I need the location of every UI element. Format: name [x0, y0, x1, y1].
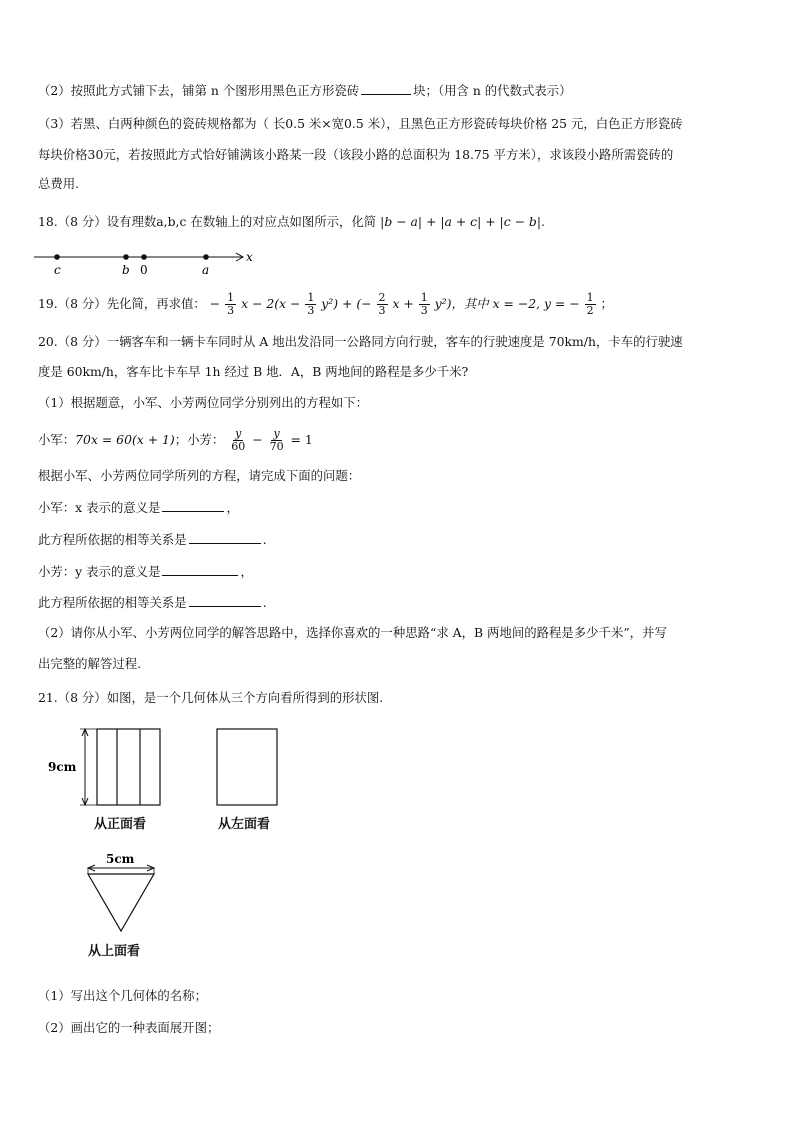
xf-rel-text: 此方程所依据的相等关系是	[38, 595, 187, 610]
xj-x-end: ，	[226, 500, 239, 515]
xf-rel-end: .	[262, 595, 267, 610]
xj-x-text: 小军：x 表示的意义是	[38, 500, 161, 515]
left-view-label: 从左面看	[218, 817, 271, 832]
q17-part3-line2: 每块价格30元，若按照此方式恰好铺满该小路某一段（该段小路的总面积为 18.75 平方米），求该段小路所需瓷砖的	[38, 147, 674, 162]
q20-line2: 度是 60km/h，客车比卡车早 1h 经过 B 地．A，B 两地间的路程是多少千米?	[38, 364, 469, 379]
q21-text: 21.（8 分）如图，是一个几何体从三个方向看所得到的形状图.	[38, 690, 384, 705]
answer-blank[interactable]	[189, 529, 261, 544]
fraction-den: 3	[227, 304, 235, 317]
q18-prompt: 18.（8 分）设有理数a,b,c 在数轴上的对应点如图所示，化简	[38, 214, 377, 229]
fraction-num: y	[235, 427, 242, 440]
q19-expr-part: −	[209, 296, 221, 311]
q20-xj-x	[38, 497, 764, 518]
fraction-num: 1	[586, 291, 594, 304]
label-a: a	[202, 263, 210, 277]
label-b: b	[122, 263, 130, 277]
three-view-figure	[40, 718, 300, 968]
q19-expr-part: y²)，其中 x = −2, y = −	[434, 296, 580, 311]
fraction-num: 1	[420, 291, 428, 304]
number-line	[30, 244, 270, 278]
top-view-triangle	[88, 874, 154, 931]
q20-xf-rel	[38, 592, 764, 613]
q18-expression: |b − a| + |a + c| + |c − b|.	[380, 214, 545, 229]
q17-part3-line1: （3）若黑、白两种颜色的瓷砖规格都为（ 长0.5 米×宽0.5 米），且黑色正方形瓷砖每块价格 25 元，白色正方形瓷砖	[38, 116, 683, 131]
q20-xj-rel	[38, 529, 764, 550]
answer-blank[interactable]	[162, 561, 238, 576]
fraction-den: 70	[269, 440, 284, 453]
q20-xf-y	[38, 561, 764, 582]
fraction-den: 2	[586, 304, 594, 317]
q17-part2-text-a: （2）按照此方式铺下去，铺第 n 个图形用黑色正方形瓷砖	[38, 83, 360, 98]
fraction	[419, 292, 430, 317]
point-a	[203, 254, 209, 260]
label-x: x	[246, 250, 253, 264]
answer-blank[interactable]	[361, 80, 411, 95]
q19-expr-part: x − 2(x −	[241, 296, 301, 311]
q19-expr-part: ；	[600, 296, 613, 311]
q20-part1: （1）根据题意，小军、小芳两位同学分别列出的方程如下：	[38, 395, 369, 410]
front-view-label: 从正面看	[94, 817, 147, 832]
q17-part2	[38, 80, 764, 101]
q19-prompt: 19.（8 分）先化简，再求值：	[38, 296, 206, 311]
q19-expr-part: y²) + (−	[321, 296, 372, 311]
fraction	[377, 292, 388, 317]
point-b	[123, 254, 129, 260]
fraction	[268, 428, 286, 453]
xiaofang-equation-tail: = 1	[290, 432, 313, 447]
answer-blank[interactable]	[189, 592, 261, 607]
fraction-den: 3	[307, 304, 315, 317]
fraction-den: 3	[420, 304, 428, 317]
fraction-num: 1	[307, 291, 315, 304]
fraction	[229, 428, 247, 453]
q17-part2-text-b: 块；（用含 n 的代数式表示）	[413, 83, 572, 98]
width-label: 5cm	[106, 852, 135, 866]
fraction-num: 1	[227, 291, 235, 304]
xiaojun-equation: 70x = 60(x + 1)	[75, 432, 175, 447]
q20-part2-line2: 出完整的解答过程.	[38, 656, 142, 671]
answer-blank[interactable]	[162, 497, 224, 512]
label-c: c	[54, 263, 61, 277]
q21-part1: （1）写出这个几何体的名称；	[38, 988, 207, 1003]
minus-sign: −	[252, 432, 263, 447]
q20-line1: 20.（8 分）一辆客车和一辆卡车同时从 A 地出发沿同一公路同方向行驶，客车的行驶速度是 70km/h，卡车的行驶速	[38, 334, 683, 349]
label-zero: 0	[140, 263, 148, 277]
q19-expr-part: x +	[392, 296, 414, 311]
xj-rel-text: 此方程所依据的相等关系是	[38, 532, 187, 547]
fraction-den: 3	[378, 304, 386, 317]
q20-intro: 根据小军、小芳两位同学所列的方程，请完成下面的问题：	[38, 468, 361, 483]
front-view-rect	[97, 729, 160, 805]
xiaofang-label: ；小芳：	[174, 432, 225, 447]
q18-text	[38, 212, 764, 232]
fraction-num: y	[273, 427, 280, 440]
top-view-label: 从上面看	[88, 944, 141, 959]
xj-rel-end: .	[262, 532, 267, 547]
xf-y-end: ，	[240, 564, 253, 579]
fraction	[305, 292, 316, 317]
fraction	[585, 292, 596, 317]
height-label: 9cm	[48, 760, 77, 774]
xiaojun-label: 小军：	[38, 432, 76, 447]
q17-part3-line3: 总费用.	[38, 176, 80, 191]
q19-text	[38, 290, 764, 318]
q21-part2: （2）画出它的一种表面展开图；	[38, 1020, 220, 1035]
q20-part2-line1: （2）请你从小军、小芳两位同学的解答思路中，选择你喜欢的一种思路“求 A，B 两地间的路程是多少千米”，并写	[38, 625, 667, 640]
fraction	[225, 292, 236, 317]
xf-y-text: 小芳：y 表示的意义是	[38, 564, 161, 579]
point-zero	[141, 254, 147, 260]
q20-equations	[38, 424, 764, 456]
left-view-rect	[217, 729, 277, 805]
point-c	[54, 254, 60, 260]
fraction-den: 60	[231, 440, 246, 453]
fraction-num: 2	[378, 291, 386, 304]
